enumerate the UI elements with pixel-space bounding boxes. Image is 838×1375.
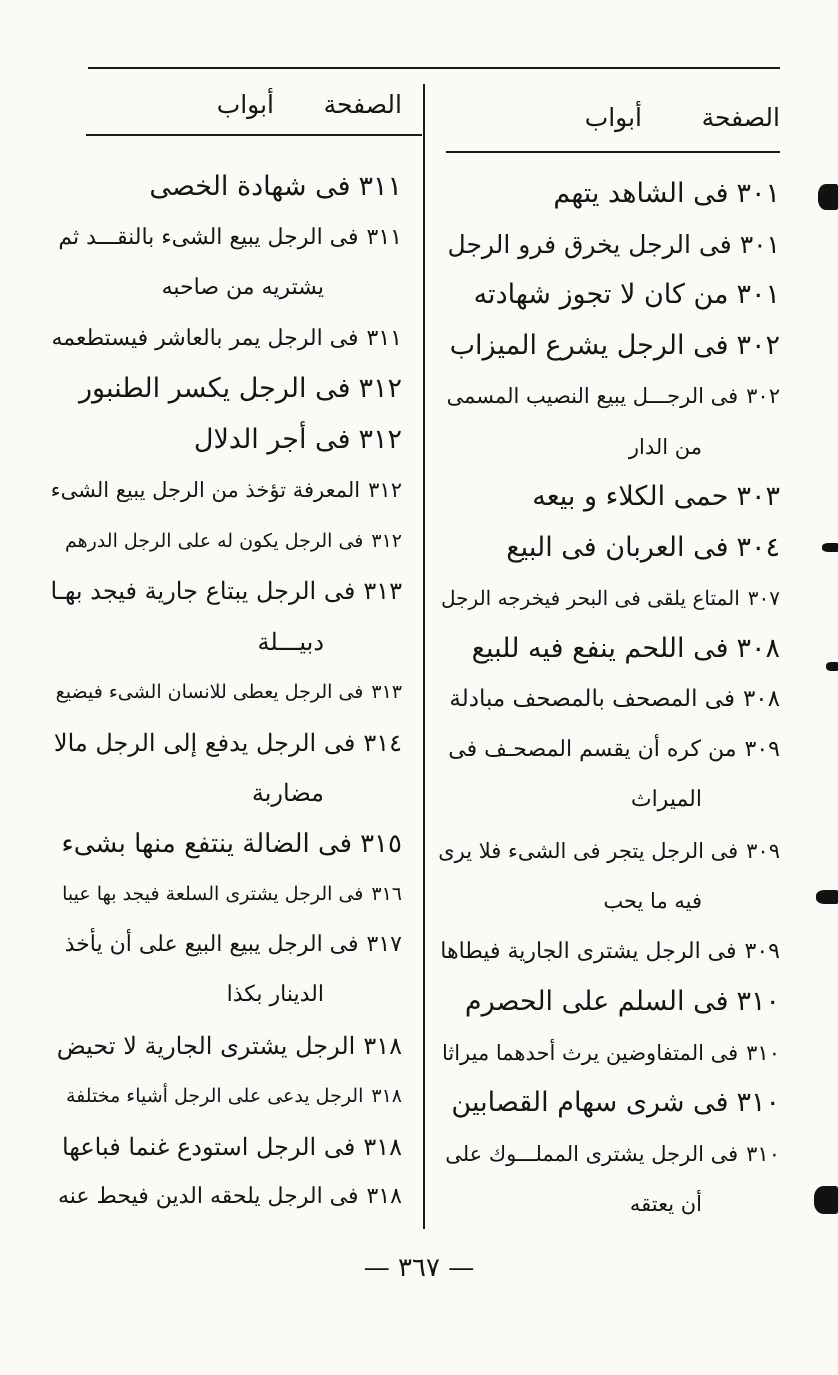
entry-title: فى السلم على الحصرم bbox=[464, 986, 729, 1017]
entry-title: فى الرجل يشرع الميزاب bbox=[449, 329, 729, 361]
right-entries-list bbox=[435, 169, 780, 1230]
entry-page-number: ٣١٢ bbox=[358, 423, 402, 455]
chapters-column-label: أبواب bbox=[584, 103, 642, 132]
right-header-rule bbox=[446, 151, 780, 153]
entry-page-number: ٣٠١ bbox=[736, 279, 780, 310]
entry-page-number: ٣١٣ bbox=[371, 681, 402, 703]
entry-page-number: ٣١٨ bbox=[363, 1132, 402, 1161]
entry-title-continuation: الميراث bbox=[630, 787, 702, 812]
entry-title: فى الرجل يشترى الجارية فيطاها bbox=[440, 938, 737, 964]
index-entry bbox=[48, 162, 402, 213]
entry-title: فى أجر الدلال bbox=[193, 423, 351, 455]
entry-title: فى الرجل يتجر فى الشىء فلا يرى bbox=[438, 838, 739, 863]
entry-page-number: ٣٠٢ bbox=[736, 329, 780, 361]
entry-title: فى الرجل يخرق فرو الرجل bbox=[447, 229, 732, 259]
entry-title-continuation: فيه ما يحب bbox=[603, 889, 702, 913]
entry-page-number: ٣١٢ bbox=[371, 529, 402, 552]
entry-title-continuation: يشتريه من صاحبه bbox=[161, 275, 324, 300]
index-entry bbox=[48, 920, 402, 1021]
entry-title: حمى الكلاء و بيعه bbox=[532, 481, 729, 512]
chapters-column-label: أبواب bbox=[216, 90, 274, 119]
index-entry bbox=[48, 314, 402, 365]
index-entry bbox=[435, 220, 780, 271]
entry-title: فى الرجل يبيع الشىء بالنقـــد ثم bbox=[58, 224, 359, 250]
scan-edge-mark bbox=[814, 1186, 838, 1214]
entry-title: فى الرجل يلحقه الدين فيحط عنه bbox=[57, 1184, 359, 1209]
entry-title: فى العربان فى البيع bbox=[506, 531, 729, 563]
index-entry bbox=[48, 819, 402, 870]
entry-title: فى الرجل يعطى للانسان الشىء فيضيع bbox=[55, 681, 364, 703]
entry-page-number: ٣٠٢ bbox=[746, 384, 780, 408]
left-column-header bbox=[48, 85, 402, 125]
column-divider bbox=[423, 84, 425, 1229]
entry-page-number: ٣١٦ bbox=[371, 883, 402, 905]
entry-page-number: ٣١٨ bbox=[363, 1031, 402, 1060]
index-entry bbox=[435, 725, 780, 826]
entry-page-number: ٣١٠ bbox=[746, 1040, 780, 1065]
entry-page-number: ٣١١ bbox=[366, 325, 402, 351]
page-number: — ٣٦٧ — bbox=[363, 1253, 475, 1283]
entry-page-number: ٣١١ bbox=[358, 171, 402, 202]
entry-page-number: ٣١١ bbox=[366, 224, 402, 250]
entry-title: فى الرجل يشترى المملـــوك على bbox=[445, 1141, 739, 1166]
index-entry bbox=[435, 1078, 780, 1129]
index-entry bbox=[48, 1172, 402, 1223]
index-entry bbox=[435, 573, 780, 624]
entry-title: فى الرجـــل يبيع النصيب المسمى bbox=[446, 384, 739, 408]
index-entry bbox=[48, 415, 402, 466]
index-entry bbox=[435, 169, 780, 220]
entry-title-continuation: الدينار بكذا bbox=[226, 982, 324, 1007]
entry-page-number: ٣٠٨ bbox=[736, 632, 780, 664]
index-entry bbox=[435, 321, 780, 372]
index-entry bbox=[48, 516, 402, 567]
index-entry bbox=[435, 927, 780, 978]
entry-page-number: ٣١٣ bbox=[363, 577, 402, 605]
entry-page-number: ٣٠٧ bbox=[747, 586, 780, 610]
entry-page-number: ٣١٢ bbox=[358, 373, 402, 404]
scan-edge-mark bbox=[826, 662, 838, 671]
entry-title: المتاع يلقى فى البحر فيخرجه الرجل bbox=[441, 586, 740, 610]
entry-title: فى شهادة الخصى bbox=[149, 171, 351, 202]
index-entry bbox=[48, 1122, 402, 1173]
entry-title: فى الرجل استودع غنما فباعها bbox=[61, 1132, 356, 1161]
entry-page-number: ٣١٠ bbox=[736, 1087, 780, 1118]
index-entry bbox=[435, 826, 780, 927]
entry-page-number: ٣١٧ bbox=[366, 931, 402, 957]
entry-page-number: ٣٠٩ bbox=[744, 736, 780, 762]
scan-edge-mark bbox=[822, 543, 838, 552]
index-entry bbox=[48, 718, 402, 819]
entry-page-number: ٣٠١ bbox=[739, 229, 780, 259]
index-entry bbox=[48, 364, 402, 415]
entry-page-number: ٣٠٩ bbox=[746, 838, 780, 863]
entry-page-number: ٣١٨ bbox=[366, 1184, 402, 1209]
entry-title: فى الرجل يكسر الطنبور bbox=[78, 373, 351, 404]
entry-title: من كره أن يقسم المصحـف فى bbox=[448, 736, 737, 762]
entry-title: الرجل يشترى الجارية لا تحيض bbox=[56, 1031, 356, 1060]
index-entry bbox=[435, 523, 780, 574]
index-entry bbox=[435, 472, 780, 523]
entry-title: فى الرجل يكون له على الرجل الدرهم bbox=[64, 529, 364, 552]
top-rule bbox=[88, 67, 780, 69]
entry-page-number: ٣٠٣ bbox=[736, 481, 780, 512]
entry-page-number: ٣٠١ bbox=[736, 178, 780, 209]
index-entry bbox=[435, 371, 780, 472]
index-entry bbox=[435, 977, 780, 1028]
entry-page-number: ٣١٠ bbox=[736, 986, 780, 1017]
index-entry bbox=[48, 213, 402, 314]
entry-title-continuation: من الدار bbox=[628, 434, 702, 459]
right-column-header bbox=[435, 98, 780, 138]
entry-page-number: ٣١٥ bbox=[360, 828, 402, 859]
entry-title: فى الرجل يمر بالعاشر فيستطعمه bbox=[51, 325, 359, 351]
entry-title: فى الرجل يدفع إلى الرجل مالا bbox=[53, 728, 356, 757]
entry-title: فى شرى سهام القصابين bbox=[451, 1087, 729, 1118]
index-entry bbox=[48, 465, 402, 516]
left-entries-list bbox=[48, 162, 402, 1223]
index-entry bbox=[435, 624, 780, 675]
entry-title: من كان لا تجوز شهادته bbox=[473, 279, 729, 310]
entry-title: فى المصحف بالمصحف مبادلة bbox=[449, 686, 735, 712]
index-entry bbox=[435, 1028, 780, 1079]
entry-page-number: ٣٠٨ bbox=[742, 686, 780, 712]
entry-page-number: ٣٠٤ bbox=[736, 531, 780, 563]
index-entry bbox=[48, 566, 402, 667]
entry-title: فى الرجل يبيع البيع على أن يأخذ bbox=[64, 931, 359, 957]
index-entry bbox=[48, 869, 402, 920]
index-entry bbox=[48, 667, 402, 718]
index-entry bbox=[435, 674, 780, 725]
entry-page-number: ٣٠٩ bbox=[744, 938, 780, 964]
entry-page-number: ٣١٢ bbox=[368, 478, 402, 502]
entry-page-number: ٣١٨ bbox=[371, 1085, 402, 1107]
entry-title: المعرفة تؤخذ من الرجل يبيع الشىء bbox=[50, 478, 361, 502]
entry-title: فى المتفاوضين يرث أحدهما ميراثا bbox=[441, 1040, 739, 1065]
scan-edge-mark bbox=[816, 890, 838, 904]
entry-title: فى اللحم ينفع فيه للبيع bbox=[471, 632, 729, 664]
entry-title: فى الشاهد يتهم bbox=[553, 178, 729, 209]
entry-title: فى الضالة ينتفع منها بشىء bbox=[61, 828, 353, 859]
entry-title-continuation: دبيـــلة bbox=[257, 627, 324, 656]
entry-title-continuation: أن يعتقه bbox=[629, 1192, 702, 1216]
entry-page-number: ٣١٠ bbox=[746, 1141, 780, 1166]
entry-page-number: ٣١٤ bbox=[363, 728, 402, 757]
index-entry bbox=[48, 1021, 402, 1072]
scan-edge-mark bbox=[818, 184, 838, 210]
index-entry bbox=[48, 1071, 402, 1122]
entry-title: فى الرجل يشترى السلعة فيجد بها عيبا bbox=[62, 883, 364, 905]
page-column-label: الصفحة bbox=[323, 90, 402, 119]
index-entry bbox=[435, 270, 780, 321]
left-header-rule bbox=[86, 134, 422, 136]
entry-title: فى الرجل يبتاع جارية فيجد بهـا bbox=[50, 577, 356, 605]
entry-title: الرجل يدعى على الرجل أشياء مختلفة bbox=[65, 1085, 364, 1107]
page-column-label: الصفحة bbox=[701, 103, 780, 132]
index-entry bbox=[435, 1129, 780, 1230]
entry-title-continuation: مضاربة bbox=[251, 779, 324, 807]
